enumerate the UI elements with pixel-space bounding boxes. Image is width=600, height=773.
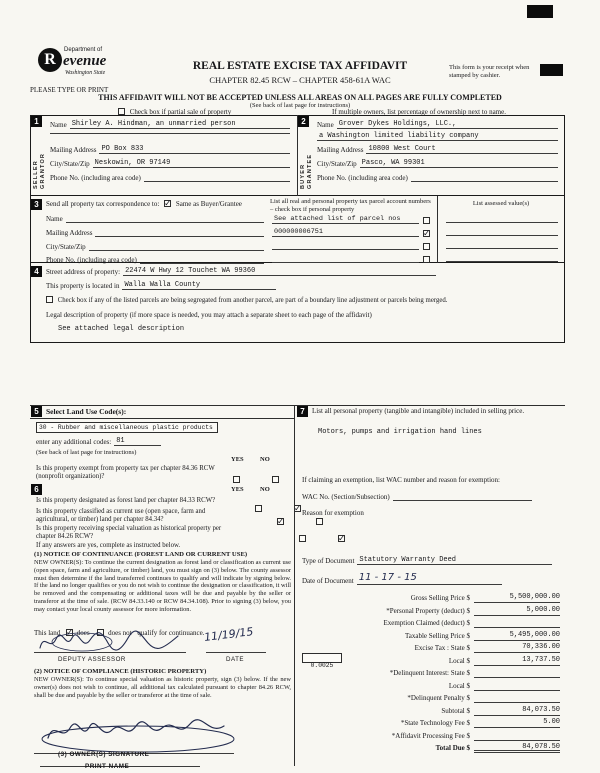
notice-compliance-body: NEW OWNER(S): To continue special valuation as historic property, sign (3) below. If the new owner(s) does not wish to continue, all additional tax calculated pursuant to chapter 84.26 RCW, shall be due and payable by the seller or transferor at the time of sale. bbox=[34, 676, 291, 699]
deputy-date-value: 11/19/15 bbox=[203, 625, 255, 644]
parcel-personal-checkbox-3[interactable] bbox=[423, 243, 430, 250]
same-as-buyer-label: Same as Buyer/Grantee bbox=[175, 200, 242, 208]
seller-mailing-label: Mailing Address bbox=[50, 146, 97, 154]
logo-dept-of: Department of bbox=[64, 47, 103, 53]
land-use-code-select[interactable] bbox=[36, 422, 218, 433]
wac-number-field[interactable] bbox=[393, 492, 532, 501]
section-1-number: 1 bbox=[31, 116, 42, 127]
qualify-pre: This land bbox=[34, 629, 61, 637]
buyer-side-label: BUYER bbox=[300, 163, 306, 189]
grantor-side-label: GRANTOR bbox=[40, 152, 46, 189]
taxable-selling-price-value[interactable]: 5,495,000.00 bbox=[474, 631, 560, 641]
excise-tax-local-label: Local $ bbox=[448, 657, 470, 665]
partial-sale-checkbox[interactable] bbox=[118, 108, 125, 115]
parcel-row-3 bbox=[272, 241, 430, 250]
additional-codes-label: enter any additional codes: bbox=[36, 438, 112, 446]
wac-number-label: WAC No. (Section/Subsection) bbox=[302, 492, 390, 501]
parcel-row-2 bbox=[272, 228, 430, 237]
logo-washington-state: Washington State bbox=[65, 70, 106, 76]
section-5-number: 5 bbox=[31, 406, 42, 417]
money-row-total-due bbox=[300, 742, 562, 753]
correspondence-name-row bbox=[46, 214, 264, 223]
money-row-local-excise bbox=[300, 655, 562, 666]
taxable-selling-price-label: Taxable Selling Price $ bbox=[404, 632, 470, 640]
buyer-mailing-row bbox=[317, 145, 558, 154]
assessed-values-header: List assessed value(s) bbox=[472, 200, 530, 207]
segregated-row bbox=[46, 296, 556, 305]
delinquent-interest-state-value[interactable] bbox=[474, 668, 560, 678]
personal-property-deduct-label: *Personal Property (deduct) $ bbox=[386, 607, 470, 615]
notice-compliance-title: (2) NOTICE OF COMPLIANCE (HISTORIC PROPERTY) bbox=[34, 668, 207, 675]
receipt-note: This form is your receipt when stamped by cashier. bbox=[449, 64, 530, 80]
seller-name-label: Name bbox=[50, 121, 67, 129]
delinquent-penalty-value[interactable] bbox=[474, 693, 560, 703]
land-use-title: Select Land Use Code(s): bbox=[46, 407, 127, 416]
buyer-mailing-label: Mailing Address bbox=[317, 146, 364, 154]
assessed-divider bbox=[437, 196, 438, 263]
parcel-field-3[interactable] bbox=[272, 241, 419, 250]
buyer-name2-row bbox=[317, 132, 558, 141]
subtotal-label: Subtotal $ bbox=[441, 707, 470, 715]
section-4-number: 4 bbox=[31, 266, 42, 277]
money-row-processing-fee bbox=[300, 730, 562, 741]
type-of-document-label: Type of Document bbox=[302, 557, 355, 565]
yes-header-1: YES bbox=[231, 456, 244, 463]
current-use-yes-checkbox[interactable] bbox=[277, 518, 284, 525]
buyer-phone-row bbox=[317, 173, 558, 182]
same-as-buyer-checkbox[interactable] bbox=[164, 200, 171, 207]
legal-description-value[interactable]: See attached legal description bbox=[58, 325, 185, 333]
correspondence-phone-label: Phone No. (including area code) bbox=[46, 255, 137, 264]
state-technology-fee-label: *State Technology Fee $ bbox=[400, 719, 470, 727]
money-row-subtotal bbox=[300, 705, 562, 716]
subtotal-value[interactable]: 84,073.50 bbox=[474, 706, 560, 716]
reason-exemption-label: Reason for exemption bbox=[302, 509, 364, 517]
personal-property-deduct-value[interactable]: 5,000.00 bbox=[474, 606, 560, 616]
historic-question: Is this property receiving special valuation as historical property per chapter 84.26 RCW? bbox=[36, 525, 222, 541]
registration-mark-right bbox=[540, 64, 563, 76]
seller-phone-row bbox=[50, 173, 290, 182]
seller-city-row bbox=[50, 159, 290, 168]
additional-codes-field[interactable]: 81 bbox=[114, 437, 161, 446]
seller-phone-field[interactable] bbox=[144, 173, 290, 182]
delinquent-penalty-label: *Delinquent Penalty $ bbox=[407, 694, 470, 702]
located-in-label: This property is located in bbox=[46, 282, 120, 290]
exemption-claimed-value[interactable] bbox=[474, 618, 560, 628]
notice-continuance-title: (1) NOTICE OF CONTINUANCE (FOREST LAND OR CURRENT USE) bbox=[34, 551, 248, 558]
form-chapters: CHAPTER 82.45 RCW – CHAPTER 458-61A WAC bbox=[209, 75, 391, 85]
parcel-personal-checkbox-2[interactable] bbox=[423, 230, 430, 237]
seller-mailing-row bbox=[50, 145, 290, 154]
seller-buyer-divider bbox=[297, 115, 298, 196]
money-row-delinquent-interest-local bbox=[300, 680, 562, 691]
historic-no-checkbox[interactable] bbox=[338, 535, 345, 542]
exemption-claimed-label: Exemption Claimed (deduct) $ bbox=[383, 619, 470, 627]
land-use-code-value: 30 - Rubber and miscellaneous plastic products bbox=[39, 424, 213, 431]
parcel-numbers-header: List all real and personal property tax parcel account numbers – check box if personal property bbox=[270, 198, 431, 214]
personal-property-value[interactable]: Motors, pumps and irrigation hand lines bbox=[318, 428, 482, 436]
notice-continuance-body: NEW OWNER(S): To continue the current designation as forest land or classification as current use (open space, farm and agriculture, or timber) land, you must sign on (3) below. The county assessor must then determine if the land transferred continues to qualify and will indicate by signing below. If the land no longer qualifies or you do not wish to continue the designation or classification, it will be removed and the compensating or additional taxes will be due and payable by the seller or transferor at the time of sale. (RCW 84.33.140 or RCW 84.34.108). Prior to signing (3) below, you may contact your local county assessor for more information. bbox=[34, 559, 291, 613]
land-use-header-rule bbox=[30, 418, 294, 419]
buyer-phone-field[interactable] bbox=[411, 173, 558, 182]
logo-revenue: evenue bbox=[63, 53, 107, 69]
excise-tax-local-value[interactable]: 13,737.50 bbox=[474, 656, 560, 666]
excise-tax-state-value[interactable]: 70,336.00 bbox=[474, 643, 560, 653]
type-or-print-label: PLEASE TYPE OR PRINT bbox=[30, 86, 109, 94]
section-6-number: 6 bbox=[31, 484, 42, 495]
parcel-row-1 bbox=[272, 215, 430, 224]
lower-block-divider bbox=[294, 405, 295, 766]
no-header-1: NO bbox=[260, 456, 270, 463]
forest-yes-checkbox[interactable] bbox=[255, 505, 262, 512]
seller-name-extra-line[interactable] bbox=[50, 126, 290, 134]
assessed-value-line-2[interactable] bbox=[446, 228, 558, 236]
if-any-yes-note: If any answers are yes, complete as instructed below. bbox=[36, 542, 181, 549]
correspondence-city-row bbox=[46, 242, 264, 251]
additional-codes-row bbox=[36, 437, 161, 446]
seller-side-label: SELLER bbox=[33, 160, 39, 189]
personal-property-label: List all personal property (tangible and intangible) included in selling price. bbox=[312, 407, 525, 415]
gross-selling-price-value[interactable]: 5,500,000.00 bbox=[474, 593, 560, 603]
date-of-document-row bbox=[302, 572, 502, 585]
land-use-see-back: (See back of last page for instructions) bbox=[36, 449, 137, 456]
delinquent-interest-local-value[interactable] bbox=[474, 681, 560, 691]
money-row-delinquent-penalty bbox=[300, 692, 562, 703]
logo-r-mark: R bbox=[38, 48, 62, 72]
correspondence-name-label: Name bbox=[46, 214, 63, 223]
multiple-owners-note: If multiple owners, list percentage of ownership next to name. bbox=[332, 108, 506, 116]
money-row-exemption bbox=[300, 617, 562, 628]
correspondence-city-field[interactable] bbox=[89, 242, 264, 251]
deputy-signature-scribble bbox=[36, 626, 186, 654]
wac-row bbox=[302, 492, 532, 501]
affidavit-processing-fee-label: *Affidavit Processing Fee $ bbox=[391, 732, 470, 740]
correspondence-name-field[interactable] bbox=[66, 214, 264, 223]
see-back-note: (See back of last page for instructions) bbox=[249, 102, 351, 109]
no-header-2: NO bbox=[260, 486, 270, 493]
gross-selling-price-label: Gross Selling Price $ bbox=[410, 594, 470, 602]
money-row-taxable bbox=[300, 630, 562, 641]
exemption-claim-label: If claiming an exemption, list WAC number and reason for exemption: bbox=[302, 476, 500, 484]
local-rate-value: 0.0025 bbox=[310, 662, 334, 669]
located-in-row bbox=[46, 281, 276, 290]
affidavit-processing-fee-value[interactable] bbox=[474, 731, 560, 741]
owner-signature-label: (3) OWNER(S) SIGNATURE bbox=[58, 751, 150, 758]
money-row-gross bbox=[300, 592, 562, 603]
date-of-document-label: Date of Document bbox=[302, 576, 354, 585]
money-row-state-excise bbox=[300, 642, 562, 653]
buyer-city-field[interactable]: Pasco, WA 99301 bbox=[360, 159, 558, 168]
section-7-number: 7 bbox=[297, 406, 308, 417]
seller-name-field[interactable]: Shirley A. Hindman, an unmarried person bbox=[70, 120, 290, 129]
segregated-checkbox[interactable] bbox=[46, 296, 53, 303]
correspondence-mailing-field[interactable] bbox=[95, 228, 264, 237]
delinquent-interest-local-label: Local $ bbox=[448, 682, 470, 690]
street-address-label: Street address of property: bbox=[46, 268, 121, 276]
buyer-name2-field[interactable]: a Washington limited liability company bbox=[317, 132, 558, 141]
legal-description-label: Legal description of property (if more space is needed, you may attach a separate sheet to each page of the affidavit) bbox=[46, 311, 372, 319]
seller-city-label: City/State/Zip bbox=[50, 160, 90, 168]
exempt-question: Is this property exempt from property tax per chapter 84.36 RCW (nonprofit organization)? bbox=[36, 465, 215, 481]
buyer-city-label: City/State/Zip bbox=[317, 160, 357, 168]
current-use-question: Is this property classified as current use (open space, farm and agricultural, or timber) land per chapter 84.34? bbox=[36, 508, 206, 524]
historic-yes-checkbox[interactable] bbox=[299, 535, 306, 542]
exempt-yes-checkbox[interactable] bbox=[233, 476, 240, 483]
type-of-document-row bbox=[302, 556, 552, 565]
qualify-post: qualify for continuance. bbox=[137, 629, 205, 637]
deputy-date-line[interactable] bbox=[206, 645, 266, 653]
seller-city-field[interactable]: Neskowin, OR 97149 bbox=[93, 159, 290, 168]
seller-phone-label: Phone No. (including area code) bbox=[50, 173, 141, 182]
street-address-field[interactable]: 22474 W Hwy 12 Touchet WA 99360 bbox=[123, 267, 436, 276]
parcel-field-4[interactable] bbox=[272, 254, 419, 263]
print-name-label: PRINT NAME bbox=[85, 763, 130, 770]
total-due-label: Total Due $ bbox=[435, 744, 470, 752]
total-due-value[interactable]: 84,078.50 bbox=[474, 743, 560, 753]
correspondence-send-row bbox=[46, 200, 242, 209]
does-not-label: does not bbox=[108, 629, 132, 637]
does-label: does bbox=[76, 629, 90, 637]
buyer-city-row bbox=[317, 159, 558, 168]
assessed-value-line-3[interactable] bbox=[446, 241, 558, 249]
date-label: DATE bbox=[226, 656, 245, 663]
located-in-field[interactable]: Walla Walla County bbox=[122, 281, 276, 290]
assessed-value-line-1[interactable] bbox=[446, 215, 558, 223]
section-2-number: 2 bbox=[298, 116, 309, 127]
date-of-document-value: 11 - 17 - 15 bbox=[358, 572, 417, 583]
section-3-number: 3 bbox=[31, 199, 42, 210]
seller-mailing-field[interactable]: PO Box 833 bbox=[99, 145, 290, 154]
buyer-name-row bbox=[317, 120, 558, 129]
acceptance-warning: THIS AFFIDAVIT WILL NOT BE ACCEPTED UNLESS ALL AREAS ON ALL PAGES ARE FULLY COMPLETED bbox=[98, 93, 502, 102]
money-row-technology-fee bbox=[300, 717, 562, 728]
buyer-phone-label: Phone No. (including area code) bbox=[317, 173, 408, 182]
yes-header-2: YES bbox=[231, 486, 244, 493]
forest-no-checkbox[interactable] bbox=[294, 505, 301, 512]
buyer-mailing-field[interactable]: 10800 West Court bbox=[366, 145, 558, 154]
assessed-value-line-4[interactable] bbox=[446, 254, 558, 262]
exempt-no-checkbox[interactable] bbox=[272, 476, 279, 483]
registration-mark-top bbox=[527, 5, 553, 18]
state-technology-fee-value[interactable]: 5.00 bbox=[474, 718, 560, 728]
partial-sale-label: Check box if partial sale of property bbox=[129, 108, 232, 116]
parcel-personal-checkbox-1[interactable] bbox=[423, 217, 430, 224]
parcel-field-2[interactable]: 000000006751 bbox=[272, 228, 419, 237]
buyer-name-label: Name bbox=[317, 121, 334, 129]
forest-land-question: Is this property designated as forest land per chapter 84.33 RCW? bbox=[36, 497, 216, 504]
parcel-field-1[interactable]: See attached list of parcel nos bbox=[272, 215, 419, 224]
type-of-document-field[interactable]: Statutory Warranty Deed bbox=[357, 556, 552, 565]
buyer-name-field[interactable]: Grover Dykes Holdings, LLC., bbox=[337, 120, 558, 129]
money-row-personal bbox=[300, 605, 562, 616]
parcel-personal-checkbox-4[interactable] bbox=[423, 256, 430, 263]
date-of-document-field[interactable] bbox=[357, 572, 502, 585]
form-title: REAL ESTATE EXCISE TAX AFFIDAVIT bbox=[192, 60, 408, 72]
street-address-row bbox=[46, 267, 436, 276]
excise-tax-state-label: Excise Tax : State $ bbox=[414, 644, 470, 652]
current-use-no-checkbox[interactable] bbox=[316, 518, 323, 525]
correspondence-mailing-label: Mailing Address bbox=[46, 228, 93, 237]
delinquent-interest-state-label: *Delinquent Interest: State $ bbox=[389, 669, 470, 677]
correspondence-mailing-row bbox=[46, 228, 264, 237]
send-correspondence-label: Send all property tax correspondence to: bbox=[46, 200, 160, 208]
correspondence-city-label: City/State/Zip bbox=[46, 242, 86, 251]
money-row-delinquent-interest-state bbox=[300, 667, 562, 678]
grantee-side-label: GRANTEE bbox=[307, 153, 313, 189]
deputy-assessor-label: DEPUTY ASSESSOR bbox=[58, 656, 126, 663]
parcel-row-4 bbox=[272, 254, 430, 263]
segregated-note: Check box if any of the listed parcels are being segregated from another parcel, are part of a boundary line adjustment or parcels being merged. bbox=[57, 297, 448, 304]
